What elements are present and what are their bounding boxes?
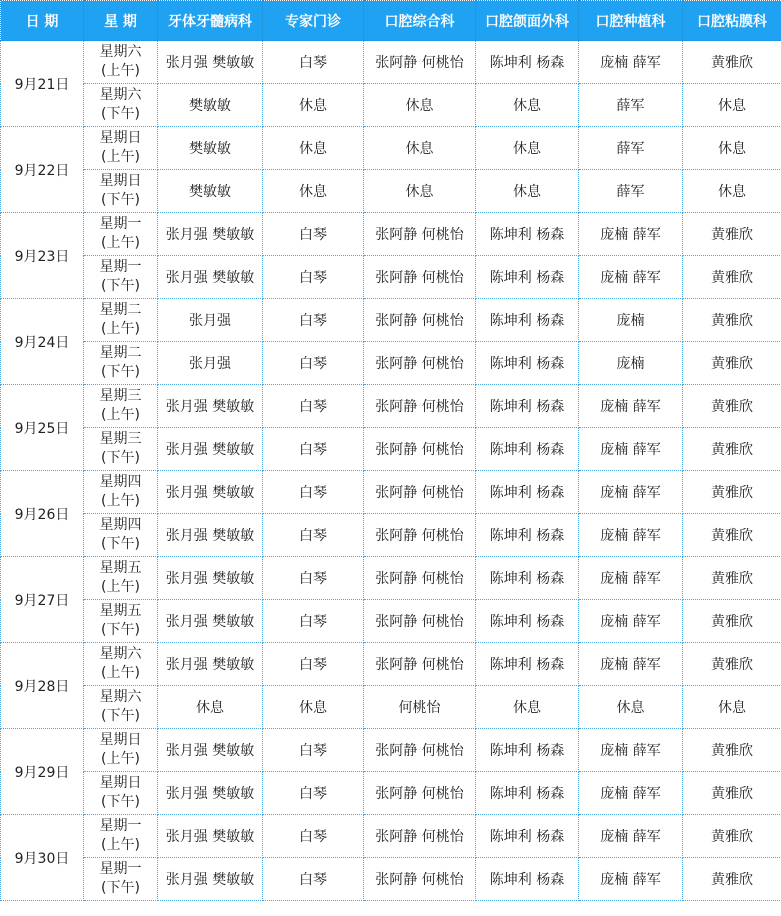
oral-maxillofacial-surgery-cell: 陈坤利 杨森 xyxy=(476,772,579,815)
endodontics-cell: 张月强 樊敏敏 xyxy=(158,385,263,428)
general-dentistry-cell: 张阿静 何桃怡 xyxy=(364,858,476,901)
oral-mucosa-cell: 黄雅欣 xyxy=(683,815,781,858)
oral-mucosa-cell: 休息 xyxy=(683,84,781,127)
oral-mucosa-cell: 休息 xyxy=(683,127,781,170)
implant-cell: 庞楠 xyxy=(579,342,683,385)
table-row xyxy=(1,686,781,729)
implant-cell: 庞楠 薛军 xyxy=(579,858,683,901)
session-period-label: (上午) xyxy=(101,149,140,165)
session-period-label: (下午) xyxy=(101,536,140,552)
endodontics-cell: 张月强 樊敏敏 xyxy=(158,772,263,815)
implant-cell: 庞楠 薛军 xyxy=(579,729,683,772)
weekday-cell xyxy=(84,815,158,858)
oral-maxillofacial-surgery-cell: 陈坤利 杨森 xyxy=(476,213,579,256)
endodontics-cell: 张月强 樊敏敏 xyxy=(158,471,263,514)
header-weekday: 星 期 xyxy=(84,1,158,41)
expert-clinic-cell: 白琴 xyxy=(263,514,364,557)
endodontics-cell: 樊敏敏 xyxy=(158,127,263,170)
oral-maxillofacial-surgery-cell: 陈坤利 杨森 xyxy=(476,600,579,643)
weekday-label: 星期四 xyxy=(99,474,142,490)
oral-maxillofacial-surgery-cell: 陈坤利 杨森 xyxy=(476,299,579,342)
oral-mucosa-cell: 黄雅欣 xyxy=(683,41,781,84)
oral-maxillofacial-surgery-cell: 陈坤利 杨森 xyxy=(476,385,579,428)
weekday-cell xyxy=(84,41,158,84)
table-body xyxy=(1,41,781,901)
oral-mucosa-cell: 黄雅欣 xyxy=(683,428,781,471)
session-period-label: (上午) xyxy=(101,321,140,337)
general-dentistry-cell: 张阿静 何桃怡 xyxy=(364,471,476,514)
header-general-dentistry: 口腔综合科 xyxy=(364,1,476,41)
expert-clinic-cell: 休息 xyxy=(263,686,364,729)
implant-cell: 庞楠 薛军 xyxy=(579,213,683,256)
date-cell: 9月26日 xyxy=(1,471,84,557)
table-row xyxy=(1,729,781,772)
oral-mucosa-cell: 黄雅欣 xyxy=(683,858,781,901)
session-period-label: (上午) xyxy=(101,63,140,79)
implant-cell: 薛军 xyxy=(579,84,683,127)
oral-maxillofacial-surgery-cell: 陈坤利 杨森 xyxy=(476,471,579,514)
expert-clinic-cell: 休息 xyxy=(263,127,364,170)
implant-cell: 庞楠 薛军 xyxy=(579,600,683,643)
expert-clinic-cell: 白琴 xyxy=(263,815,364,858)
table-header xyxy=(1,1,781,41)
general-dentistry-cell: 休息 xyxy=(364,84,476,127)
weekday-label: 星期二 xyxy=(99,302,142,318)
implant-cell: 庞楠 薛军 xyxy=(579,772,683,815)
date-cell: 9月24日 xyxy=(1,299,84,385)
oral-mucosa-cell: 黄雅欣 xyxy=(683,729,781,772)
endodontics-cell: 樊敏敏 xyxy=(158,170,263,213)
general-dentistry-cell: 张阿静 何桃怡 xyxy=(364,557,476,600)
oral-maxillofacial-surgery-cell: 陈坤利 杨森 xyxy=(476,342,579,385)
weekday-label: 星期一 xyxy=(99,818,142,834)
table-row xyxy=(1,772,781,815)
oral-maxillofacial-surgery-cell: 休息 xyxy=(476,170,579,213)
implant-cell: 庞楠 薛军 xyxy=(579,428,683,471)
general-dentistry-cell: 张阿静 何桃怡 xyxy=(364,41,476,84)
weekday-cell xyxy=(84,858,158,901)
oral-mucosa-cell: 黄雅欣 xyxy=(683,342,781,385)
oral-mucosa-cell: 黄雅欣 xyxy=(683,557,781,600)
endodontics-cell: 张月强 樊敏敏 xyxy=(158,858,263,901)
oral-mucosa-cell: 黄雅欣 xyxy=(683,514,781,557)
date-cell: 9月21日 xyxy=(1,41,84,127)
date-cell: 9月28日 xyxy=(1,643,84,729)
date-cell: 9月22日 xyxy=(1,127,84,213)
session-period-label: (下午) xyxy=(101,794,140,810)
expert-clinic-cell: 白琴 xyxy=(263,772,364,815)
session-period-label: (上午) xyxy=(101,837,140,853)
endodontics-cell: 张月强 xyxy=(158,299,263,342)
session-period-label: (下午) xyxy=(101,622,140,638)
oral-mucosa-cell: 休息 xyxy=(683,686,781,729)
oral-mucosa-cell: 黄雅欣 xyxy=(683,772,781,815)
general-dentistry-cell: 张阿静 何桃怡 xyxy=(364,514,476,557)
weekday-cell xyxy=(84,514,158,557)
weekday-label: 星期日 xyxy=(99,775,142,791)
expert-clinic-cell: 白琴 xyxy=(263,299,364,342)
weekday-label: 星期日 xyxy=(99,130,142,146)
implant-cell: 薛军 xyxy=(579,127,683,170)
session-period-label: (上午) xyxy=(101,665,140,681)
expert-clinic-cell: 白琴 xyxy=(263,729,364,772)
endodontics-cell: 张月强 樊敏敏 xyxy=(158,213,263,256)
oral-mucosa-cell: 黄雅欣 xyxy=(683,385,781,428)
implant-cell: 庞楠 薛军 xyxy=(579,385,683,428)
expert-clinic-cell: 白琴 xyxy=(263,471,364,514)
expert-clinic-cell: 白琴 xyxy=(263,41,364,84)
weekday-label: 星期四 xyxy=(99,517,142,533)
session-period-label: (上午) xyxy=(101,579,140,595)
oral-maxillofacial-surgery-cell: 陈坤利 杨森 xyxy=(476,643,579,686)
endodontics-cell: 张月强 xyxy=(158,342,263,385)
table-row xyxy=(1,256,781,299)
date-cell: 9月30日 xyxy=(1,815,84,901)
weekday-label: 星期一 xyxy=(99,861,142,877)
table-row xyxy=(1,557,781,600)
table-row xyxy=(1,815,781,858)
endodontics-cell: 张月强 樊敏敏 xyxy=(158,729,263,772)
weekday-cell xyxy=(84,557,158,600)
table-row xyxy=(1,600,781,643)
expert-clinic-cell: 休息 xyxy=(263,84,364,127)
weekday-cell xyxy=(84,686,158,729)
general-dentistry-cell: 张阿静 何桃怡 xyxy=(364,815,476,858)
oral-maxillofacial-surgery-cell: 休息 xyxy=(476,127,579,170)
endodontics-cell: 张月强 樊敏敏 xyxy=(158,600,263,643)
header-date: 日 期 xyxy=(1,1,84,41)
implant-cell: 薛军 xyxy=(579,170,683,213)
general-dentistry-cell: 张阿静 何桃怡 xyxy=(364,643,476,686)
endodontics-cell: 张月强 樊敏敏 xyxy=(158,815,263,858)
oral-maxillofacial-surgery-cell: 陈坤利 杨森 xyxy=(476,815,579,858)
table-row xyxy=(1,858,781,901)
table-row xyxy=(1,170,781,213)
header-implant: 口腔种植科 xyxy=(579,1,683,41)
expert-clinic-cell: 白琴 xyxy=(263,428,364,471)
header-row xyxy=(1,1,781,41)
table-row xyxy=(1,84,781,127)
oral-maxillofacial-surgery-cell: 陈坤利 杨森 xyxy=(476,557,579,600)
oral-mucosa-cell: 黄雅欣 xyxy=(683,643,781,686)
weekday-cell xyxy=(84,643,158,686)
expert-clinic-cell: 白琴 xyxy=(263,600,364,643)
general-dentistry-cell: 张阿静 何桃怡 xyxy=(364,428,476,471)
expert-clinic-cell: 白琴 xyxy=(263,385,364,428)
weekday-cell xyxy=(84,729,158,772)
expert-clinic-cell: 白琴 xyxy=(263,213,364,256)
general-dentistry-cell: 张阿静 何桃怡 xyxy=(364,729,476,772)
endodontics-cell: 张月强 樊敏敏 xyxy=(158,256,263,299)
expert-clinic-cell: 白琴 xyxy=(263,557,364,600)
table-row xyxy=(1,385,781,428)
oral-mucosa-cell: 休息 xyxy=(683,170,781,213)
table-row xyxy=(1,342,781,385)
header-endodontics: 牙体牙髓病科 xyxy=(158,1,263,41)
expert-clinic-cell: 白琴 xyxy=(263,256,364,299)
implant-cell: 休息 xyxy=(579,686,683,729)
endodontics-cell: 樊敏敏 xyxy=(158,84,263,127)
session-period-label: (下午) xyxy=(101,708,140,724)
implant-cell: 庞楠 薛军 xyxy=(579,256,683,299)
header-expert-clinic: 专家门诊 xyxy=(263,1,364,41)
general-dentistry-cell: 张阿静 何桃怡 xyxy=(364,385,476,428)
endodontics-cell: 张月强 樊敏敏 xyxy=(158,41,263,84)
implant-cell: 庞楠 薛军 xyxy=(579,557,683,600)
table-row xyxy=(1,428,781,471)
weekday-label: 星期日 xyxy=(99,173,142,189)
weekday-cell xyxy=(84,84,158,127)
weekday-cell xyxy=(84,127,158,170)
general-dentistry-cell: 张阿静 何桃怡 xyxy=(364,772,476,815)
oral-mucosa-cell: 黄雅欣 xyxy=(683,299,781,342)
implant-cell: 庞楠 薛军 xyxy=(579,471,683,514)
table-row xyxy=(1,213,781,256)
implant-cell: 庞楠 薛军 xyxy=(579,815,683,858)
general-dentistry-cell: 张阿静 何桃怡 xyxy=(364,256,476,299)
weekday-label: 星期六 xyxy=(99,44,142,60)
weekday-label: 星期五 xyxy=(99,603,142,619)
oral-mucosa-cell: 黄雅欣 xyxy=(683,213,781,256)
general-dentistry-cell: 张阿静 何桃怡 xyxy=(364,299,476,342)
general-dentistry-cell: 何桃怡 xyxy=(364,686,476,729)
implant-cell: 庞楠 薛军 xyxy=(579,41,683,84)
endodontics-cell: 张月强 樊敏敏 xyxy=(158,557,263,600)
session-period-label: (上午) xyxy=(101,751,140,767)
session-period-label: (下午) xyxy=(101,278,140,294)
session-period-label: (上午) xyxy=(101,235,140,251)
oral-mucosa-cell: 黄雅欣 xyxy=(683,256,781,299)
weekday-cell xyxy=(84,213,158,256)
general-dentistry-cell: 张阿静 何桃怡 xyxy=(364,342,476,385)
oral-mucosa-cell: 黄雅欣 xyxy=(683,471,781,514)
expert-clinic-cell: 休息 xyxy=(263,170,364,213)
weekday-label: 星期六 xyxy=(99,646,142,662)
weekday-cell xyxy=(84,256,158,299)
table-row xyxy=(1,41,781,84)
date-cell: 9月25日 xyxy=(1,385,84,471)
header-oral-maxillofacial-surgery: 口腔颌面外科 xyxy=(476,1,579,41)
weekday-label: 星期日 xyxy=(99,732,142,748)
date-cell: 9月29日 xyxy=(1,729,84,815)
endodontics-cell: 张月强 樊敏敏 xyxy=(158,428,263,471)
weekday-cell xyxy=(84,299,158,342)
weekday-label: 星期一 xyxy=(99,259,142,275)
general-dentistry-cell: 张阿静 何桃怡 xyxy=(364,213,476,256)
endodontics-cell: 张月强 樊敏敏 xyxy=(158,514,263,557)
table-row xyxy=(1,471,781,514)
weekday-cell xyxy=(84,385,158,428)
oral-maxillofacial-surgery-cell: 陈坤利 杨森 xyxy=(476,41,579,84)
session-period-label: (下午) xyxy=(101,880,140,896)
oral-maxillofacial-surgery-cell: 陈坤利 杨森 xyxy=(476,256,579,299)
table-row xyxy=(1,299,781,342)
session-period-label: (下午) xyxy=(101,364,140,380)
weekday-label: 星期二 xyxy=(99,345,142,361)
table-row xyxy=(1,514,781,557)
oral-maxillofacial-surgery-cell: 陈坤利 杨森 xyxy=(476,514,579,557)
session-period-label: (下午) xyxy=(101,450,140,466)
table-row xyxy=(1,127,781,170)
date-cell: 9月23日 xyxy=(1,213,84,299)
weekday-label: 星期六 xyxy=(99,689,142,705)
endodontics-cell: 张月强 樊敏敏 xyxy=(158,643,263,686)
oral-mucosa-cell: 黄雅欣 xyxy=(683,600,781,643)
date-cell: 9月27日 xyxy=(1,557,84,643)
session-period-label: (上午) xyxy=(101,493,140,509)
weekday-cell xyxy=(84,428,158,471)
weekday-cell xyxy=(84,342,158,385)
session-period-label: (下午) xyxy=(101,192,140,208)
weekday-cell xyxy=(84,471,158,514)
oral-maxillofacial-surgery-cell: 陈坤利 杨森 xyxy=(476,428,579,471)
session-period-label: (上午) xyxy=(101,407,140,423)
weekday-label: 星期一 xyxy=(99,216,142,232)
expert-clinic-cell: 白琴 xyxy=(263,643,364,686)
weekday-label: 星期六 xyxy=(99,87,142,103)
expert-clinic-cell: 白琴 xyxy=(263,858,364,901)
endodontics-cell: 休息 xyxy=(158,686,263,729)
weekday-label: 星期五 xyxy=(99,560,142,576)
implant-cell: 庞楠 薛军 xyxy=(579,514,683,557)
general-dentistry-cell: 张阿静 何桃怡 xyxy=(364,600,476,643)
implant-cell: 庞楠 薛军 xyxy=(579,643,683,686)
implant-cell: 庞楠 xyxy=(579,299,683,342)
general-dentistry-cell: 休息 xyxy=(364,127,476,170)
oral-maxillofacial-surgery-cell: 休息 xyxy=(476,84,579,127)
weekday-cell xyxy=(84,170,158,213)
general-dentistry-cell: 休息 xyxy=(364,170,476,213)
oral-maxillofacial-surgery-cell: 陈坤利 杨森 xyxy=(476,858,579,901)
weekday-cell xyxy=(84,600,158,643)
weekday-cell xyxy=(84,772,158,815)
oral-maxillofacial-surgery-cell: 休息 xyxy=(476,686,579,729)
table-row xyxy=(1,643,781,686)
session-period-label: (下午) xyxy=(101,106,140,122)
oral-maxillofacial-surgery-cell: 陈坤利 杨森 xyxy=(476,729,579,772)
weekday-label: 星期三 xyxy=(99,431,142,447)
expert-clinic-cell: 白琴 xyxy=(263,342,364,385)
weekday-label: 星期三 xyxy=(99,388,142,404)
header-oral-mucosa: 口腔粘膜科 xyxy=(683,1,781,41)
